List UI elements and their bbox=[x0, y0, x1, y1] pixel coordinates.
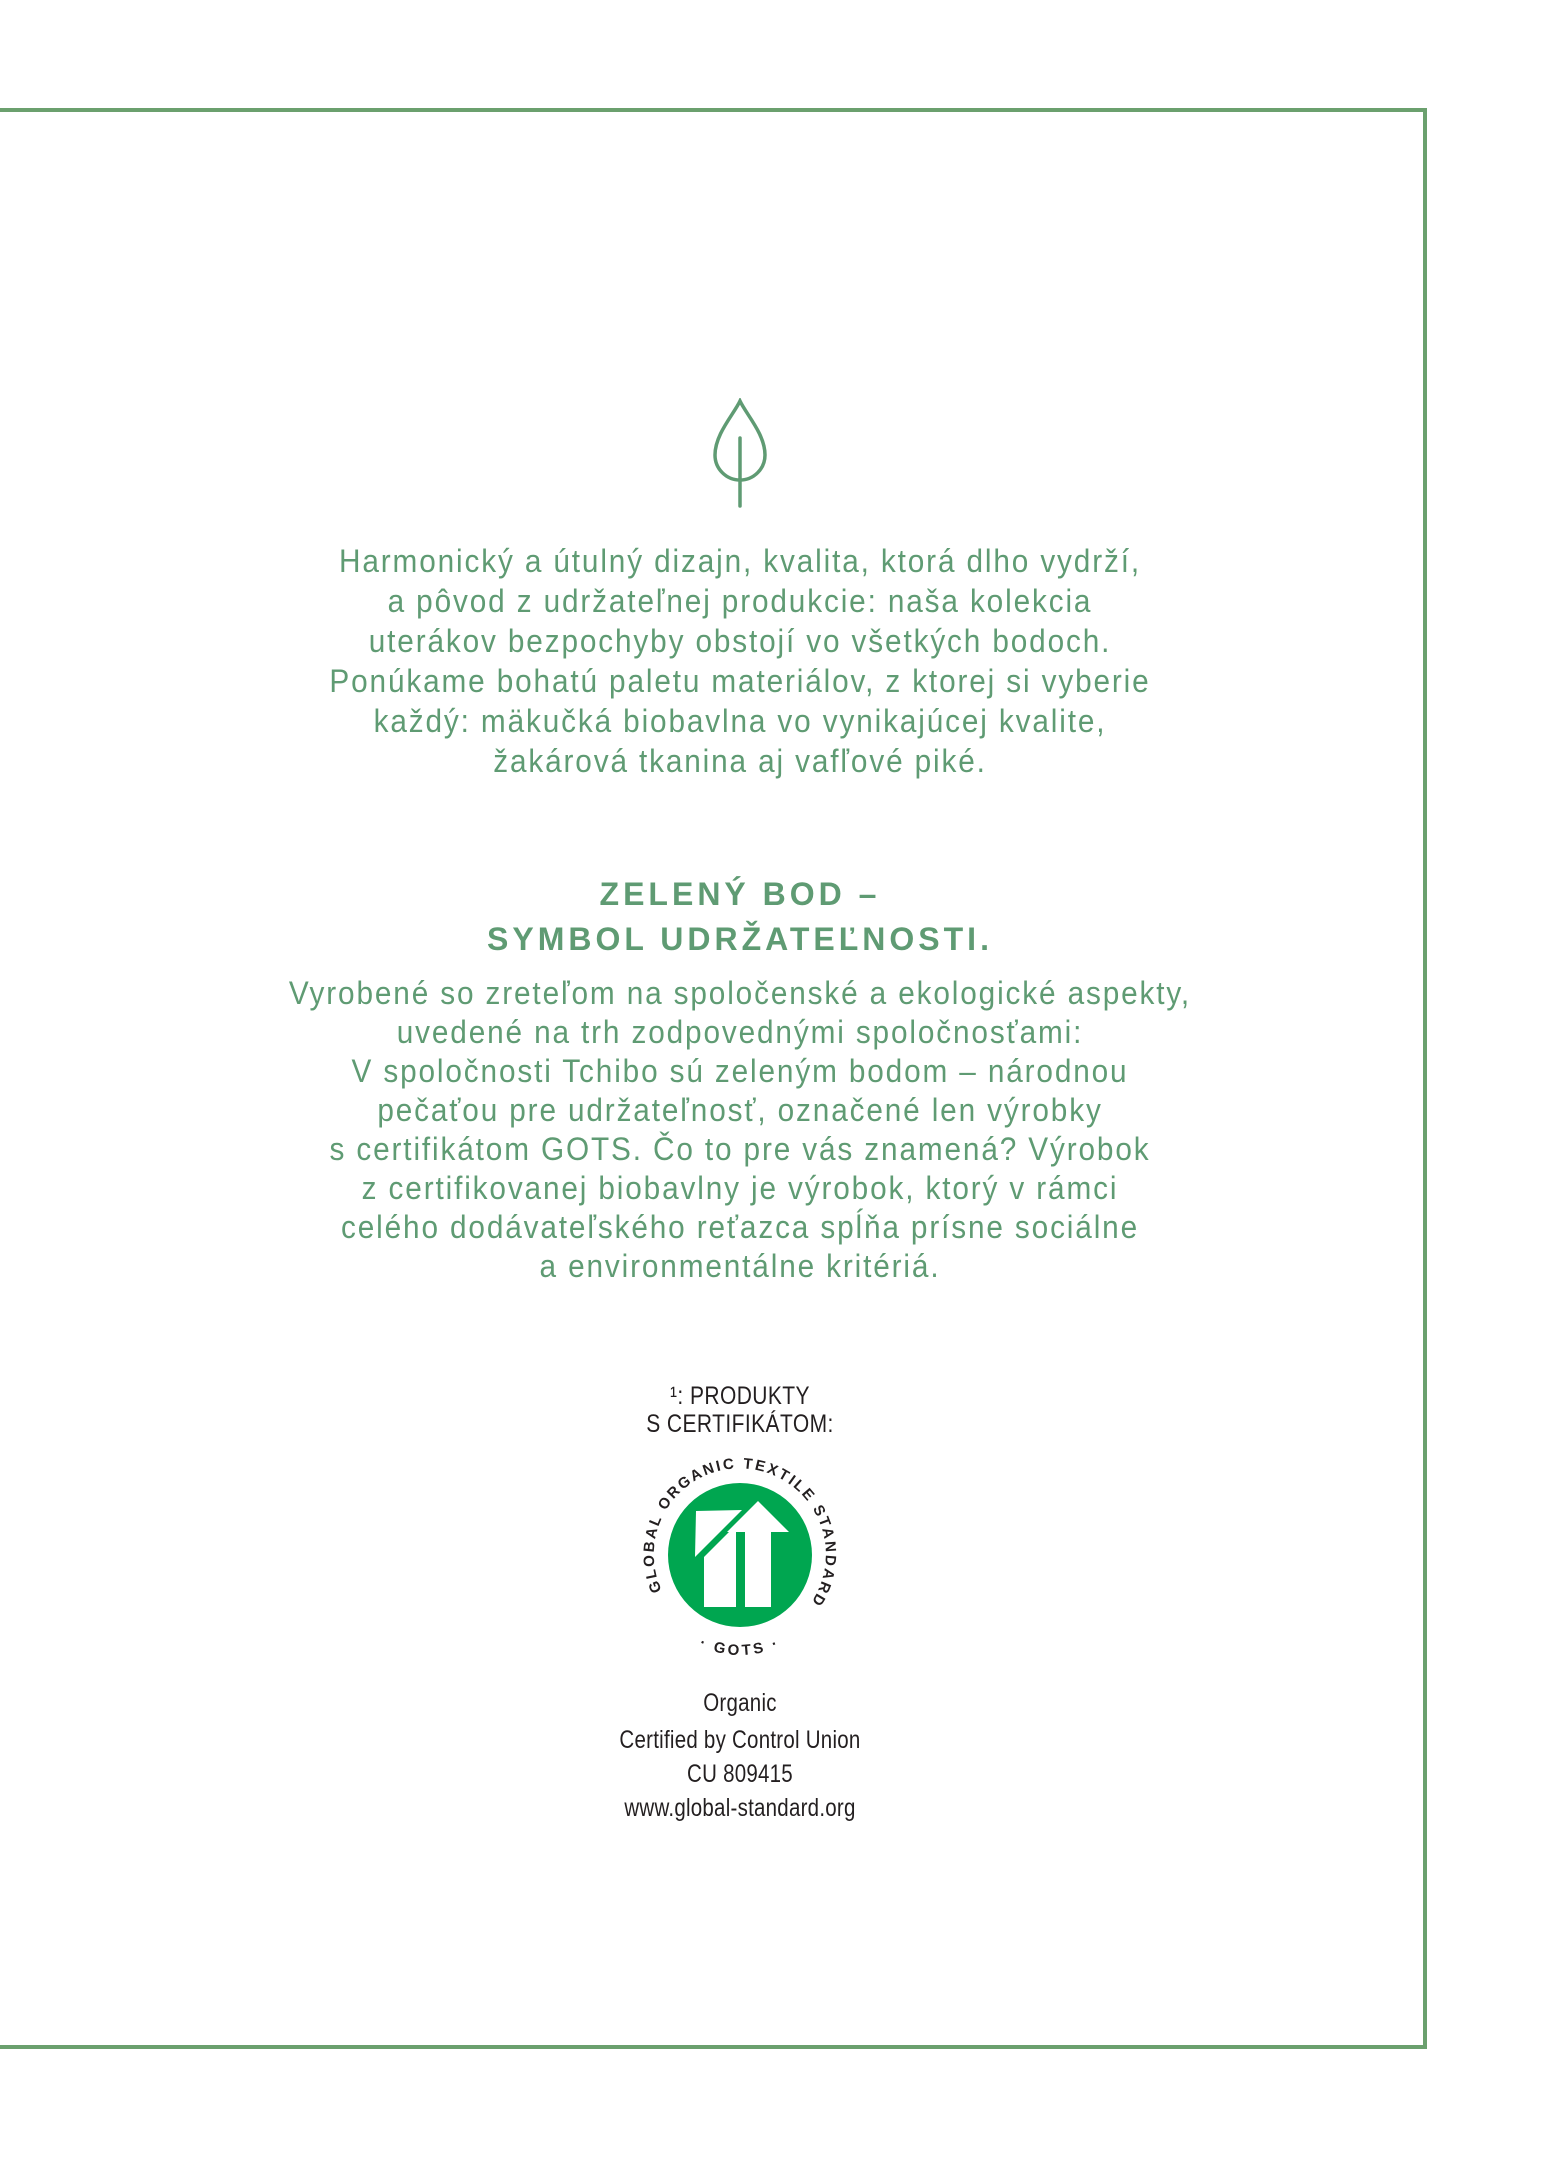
body-line: s certifikátom GOTS. Čo to pre vás znamená? Výrobok bbox=[329, 1131, 1151, 1167]
footnote-line: S CERTIFIKÁTOM: bbox=[646, 1410, 834, 1438]
intro-line: Harmonický a útulný dizajn, kvalita, ktorá dlho vydrží, bbox=[339, 543, 1141, 579]
body-line: V spoločnosti Tchibo sú zeleným bodom – národnou bbox=[351, 1053, 1129, 1089]
heading-line: SYMBOL UDRŽATEĽNOSTI. bbox=[487, 921, 993, 957]
body-line: pečaťou pre udržateľnosť, označené len výrobky bbox=[377, 1092, 1103, 1128]
body-line: a environmentálne kritériá. bbox=[539, 1248, 941, 1284]
body-line: Vyrobené so zreteľom na spoločenské a ekologické aspekty, bbox=[288, 975, 1192, 1011]
cert-line-organic: Organic bbox=[703, 1689, 777, 1717]
intro-line: Ponúkame bohatú paletu materiálov, z ktorej si vyberie bbox=[329, 663, 1151, 699]
gots-ring-text-bottom: · GOTS · bbox=[697, 1634, 783, 1660]
heading-line: ZELENÝ BOD – bbox=[599, 876, 881, 912]
body-line: uvedené na trh zodpovednými spoločnosťami: bbox=[396, 1014, 1084, 1050]
cert-line-certifier: Certified by Control Union bbox=[619, 1726, 861, 1754]
body-line: celého dodávateľského reťazca spĺňa prísne sociálne bbox=[341, 1209, 1139, 1245]
body-line: z certifikovanej biobavlny je výrobok, ktorý v rámci bbox=[361, 1170, 1119, 1206]
cert-line-license: CU 809415 bbox=[687, 1760, 793, 1788]
frame-border-bottom bbox=[0, 2045, 1427, 2049]
certification-info bbox=[133, 1686, 1347, 1825]
footnote-line: ¹: PRODUKTY bbox=[670, 1382, 810, 1410]
intro-line: žakárová tkanina aj vafľové piké. bbox=[493, 743, 987, 779]
intro-line: každý: mäkučká biobavlna vo vynikajúcej kvalite, bbox=[373, 703, 1107, 739]
intro-line: uterákov bezpochyby obstojí vo všetkých bodoch. bbox=[368, 623, 1112, 659]
gots-logo bbox=[635, 1450, 845, 1660]
certificate-footnote bbox=[118, 1382, 1361, 1438]
cert-line-url: www.global-standard.org bbox=[624, 1794, 856, 1822]
section-heading bbox=[0, 872, 1480, 962]
frame-border-top bbox=[0, 108, 1427, 112]
gots-ring-text-top: GLOBAL ORGANIC TEXTILE STANDARD bbox=[640, 1455, 840, 1611]
gots-circle bbox=[668, 1483, 812, 1627]
intro-paragraph bbox=[52, 541, 1428, 781]
intro-line: a pôvod z udržateľnej produkcie: naša kolekcia bbox=[387, 583, 1093, 619]
body-paragraph bbox=[52, 974, 1428, 1286]
leaf-icon bbox=[709, 398, 771, 508]
